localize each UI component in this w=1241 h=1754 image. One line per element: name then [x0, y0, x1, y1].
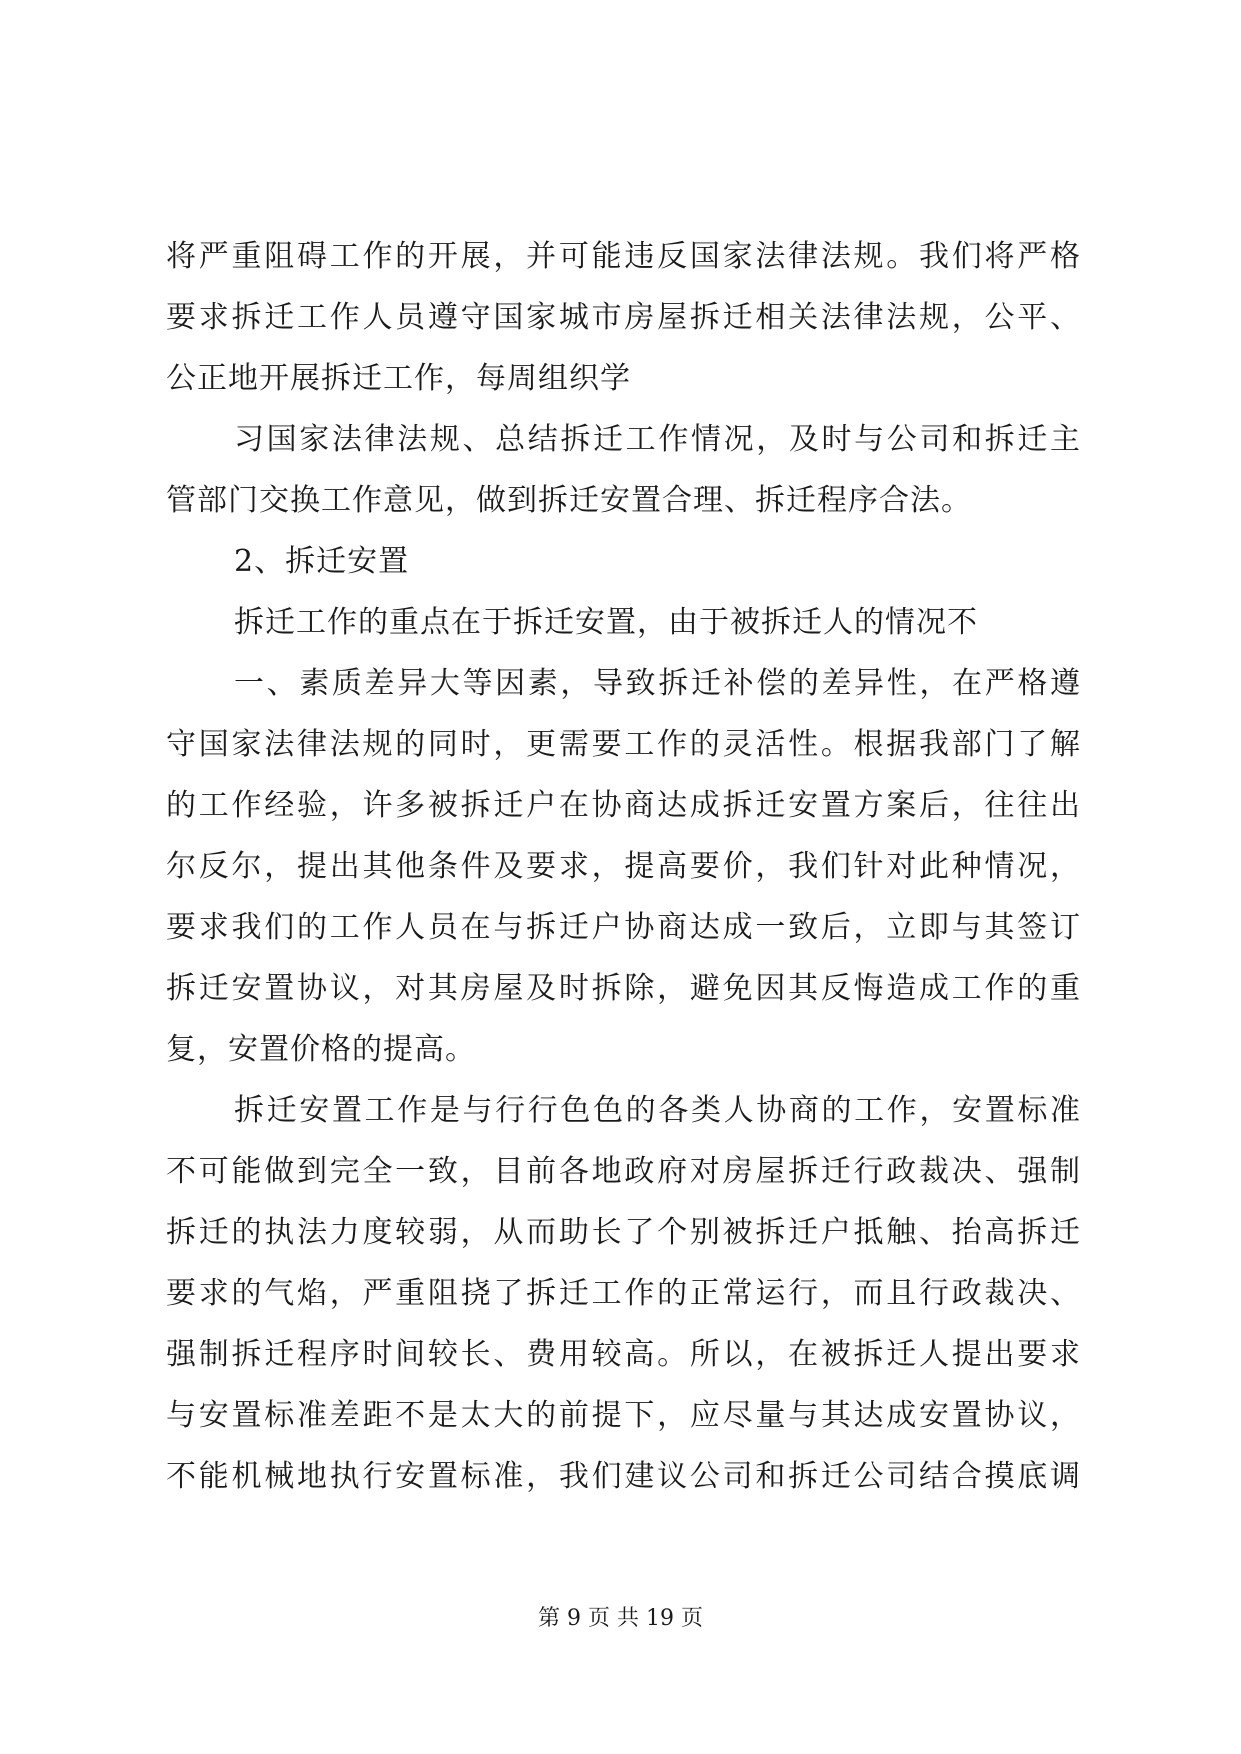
text-line: 复，安置价格的提高。 [166, 1032, 476, 1067]
text-line: 不能机械地执行安置标准，我们建议公司和拆迁公司结合摸底调 [166, 1459, 1081, 1494]
text-line: 守国家法律法规的同时，更需要工作的灵活性。根据我部门了解 [166, 727, 1081, 762]
text-line: 拆迁工作的重点在于拆迁安置，由于被拆迁人的情况不 [234, 605, 978, 640]
text-line: 要求的气焰，严重阻挠了拆迁工作的正常运行，而且行政裁决、 [166, 1276, 1081, 1311]
page-number-footer: 第 9 页 共 19 页 [538, 1606, 703, 1631]
text-line: 要求拆迁工作人员遵守国家城市房屋拆迁相关法律法规，公平、 [166, 300, 1081, 335]
text-line: 尔反尔，提出其他条件及要求，提高要价，我们针对此种情况， [166, 849, 1081, 884]
text-line: 要求我们的工作人员在与拆迁户协商达成一致后，立即与其签订 [166, 910, 1081, 945]
text-line: 公正地开展拆迁工作，每周组织学 [166, 361, 631, 396]
document-body [166, 226, 1081, 1507]
text-line: 拆迁的执法力度较弱，从而助长了个别被拆迁户抵触、抬高拆迁 [166, 1215, 1081, 1250]
text-line: 将严重阻碍工作的开展，并可能违反国家法律法规。我们将严格 [166, 239, 1081, 274]
text-line: 管部门交换工作意见，做到拆迁安置合理、拆迁程序合法。 [166, 483, 972, 518]
text-line: 拆迁安置工作是与行行色色的各类人协商的工作，安置标准 [234, 1093, 1081, 1128]
text-line: 不可能做到完全一致，目前各地政府对房屋拆迁行政裁决、强制 [166, 1154, 1081, 1189]
text-line: 拆迁安置协议，对其房屋及时拆除，避免因其反悔造成工作的重 [166, 971, 1081, 1006]
text-line: 的工作经验，许多被拆迁户在协商达成拆迁安置方案后，往往出 [166, 788, 1081, 823]
text-line: 习国家法律法规、总结拆迁工作情况，及时与公司和拆迁主 [234, 422, 1081, 457]
text-line: 2、拆迁安置 [234, 544, 410, 579]
text-line: 与安置标准差距不是太大的前提下，应尽量与其达成安置协议， [166, 1398, 1081, 1433]
text-line: 一、素质差异大等因素，导致拆迁补偿的差异性，在严格遵 [234, 666, 1081, 701]
text-line: 强制拆迁程序时间较长、费用较高。所以，在被拆迁人提出要求 [166, 1337, 1081, 1372]
